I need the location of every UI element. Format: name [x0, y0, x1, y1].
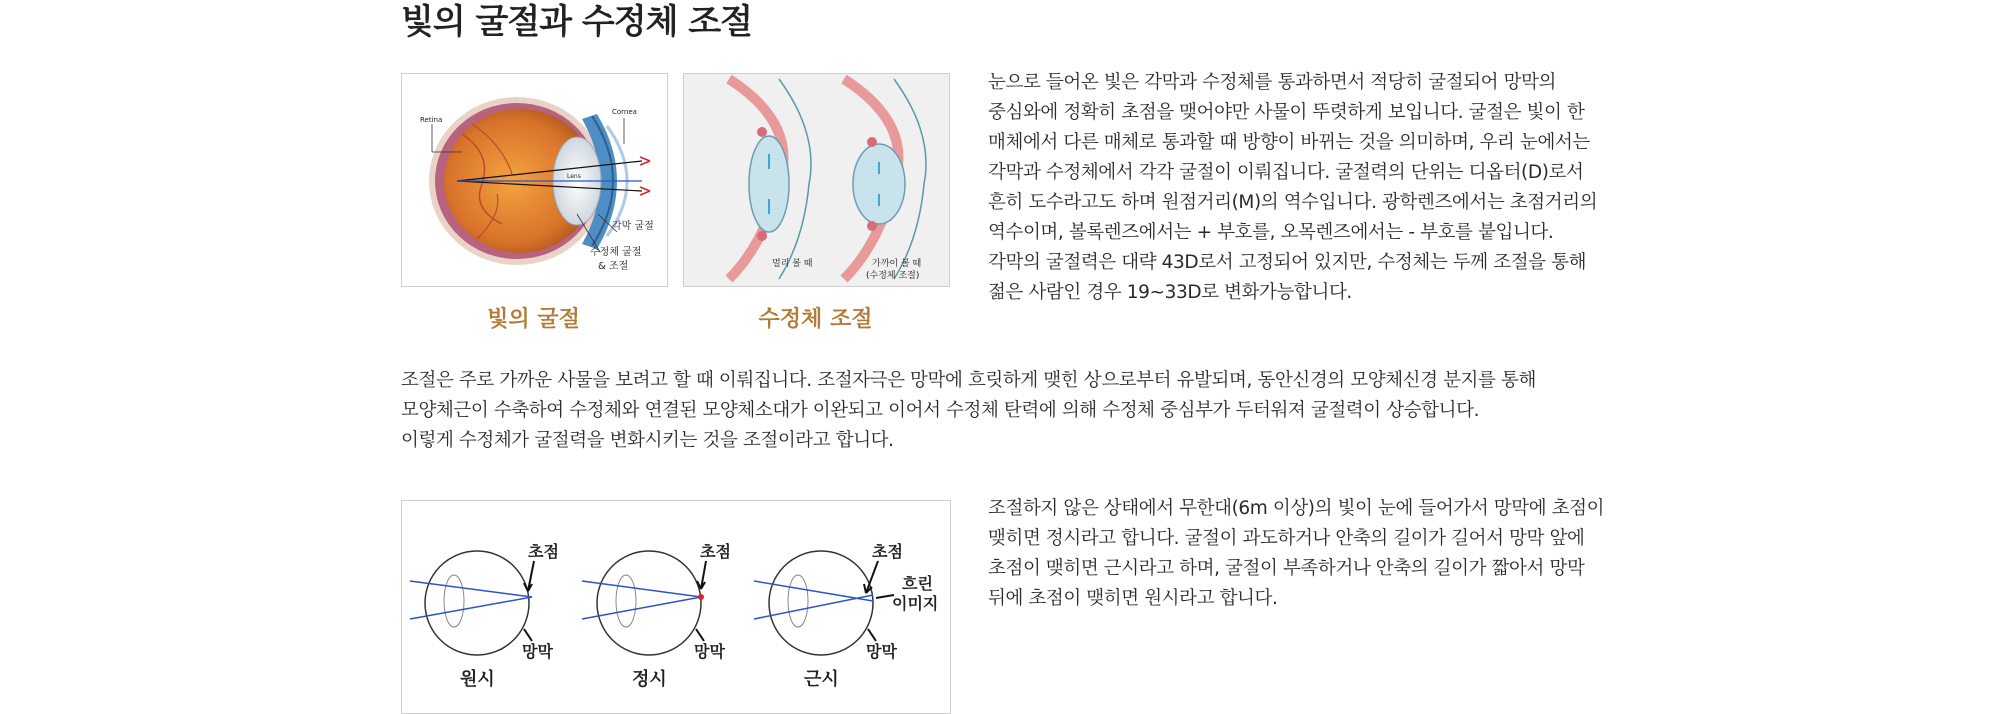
refractive-error-illustration: [402, 501, 950, 713]
lens-refraction-label: 수정체 굴절: [590, 247, 642, 258]
cornea-label: Cornea: [612, 108, 637, 116]
text-line: 각막과 수정체에서 각각 굴절이 이뤄집니다. 굴절력의 단위는 디옵터(D)로서: [988, 162, 1584, 183]
text-line: 역수이며, 볼록렌즈에서는 + 부호를, 오목렌즈에서는 - 부호를 붙입니다.: [988, 222, 1554, 243]
accommodation-caption: 수정체 조절: [758, 307, 873, 332]
emmetropia-retina-label: 망막: [694, 642, 725, 661]
text-line: 맺히면 정시라고 합니다. 굴절이 과도하거나 안축의 길이가 길어서 망막 앞에: [988, 528, 1585, 549]
text-line: 초점이 맺히면 근시라고 하며, 굴절이 부족하거나 안축의 길이가 짧아서 망막: [988, 558, 1585, 579]
hyperopia-retina-label: 망막: [522, 642, 553, 661]
text-line: 눈으로 들어온 빛은 각막과 수정체를 통과하면서 적당히 굴절되어 망막의: [988, 72, 1556, 93]
eye-cross-section-illustration: [402, 74, 667, 286]
text-line: 젊은 사람인 경우 19~33D로 변화가능합니다.: [988, 282, 1352, 303]
text-line: 뒤에 초점이 맺히면 원시라고 합니다.: [988, 588, 1278, 609]
refraction-description: [988, 68, 1597, 308]
myopia-focus-label: 초점: [872, 542, 903, 561]
cornea-refraction-label: 각막 굴절: [612, 221, 654, 232]
page-title: 빛의 굴절과 수정체 조절: [401, 2, 752, 42]
accommodation-description: [401, 366, 1536, 456]
accommodation-figure: [683, 73, 950, 287]
refractive-error-description: [988, 494, 1604, 614]
text-line: 이렇게 수정체가 굴절력을 변화시키는 것을 조절이라고 합니다.: [401, 430, 894, 451]
hyperopia-label: 원시: [460, 669, 495, 690]
hyperopia-focus-label: 초점: [528, 542, 559, 561]
lens-label: Lens: [567, 173, 581, 180]
refraction-caption: 빛의 굴절: [487, 307, 580, 332]
far-vision-lens: [729, 79, 811, 279]
near-vision-label: 가까이 볼 때: [872, 259, 922, 269]
myopia-retina-label: 망막: [866, 642, 897, 661]
emmetropia-label: 정시: [632, 669, 667, 690]
text-line: 조절은 주로 가까운 사물을 보려고 할 때 이뤄집니다. 조절자극은 망막에 흐릿하게 맺힌 상으로부터 유발되며, 동안신경의 모양체신경 분지를 통해: [401, 370, 1536, 391]
myopia-image-label: 이미지: [892, 594, 939, 613]
text-line: 각막의 굴절력은 대략 43D로서 고정되어 있지만, 수정체는 두께 조절을 통해: [988, 252, 1587, 273]
retina-label: Retina: [420, 116, 443, 124]
lens-accommodation-label: & 조절: [598, 261, 629, 272]
near-vision-sublabel: (수정체 조절): [866, 271, 920, 281]
text-line: 조절하지 않은 상태에서 무한대(6m 이상)의 빛이 눈에 들어가서 망막에 초점이: [988, 498, 1605, 519]
refraction-figure: [401, 73, 668, 287]
near-vision-lens: [844, 79, 926, 279]
hyperopia-eye: [410, 542, 559, 690]
emmetropia-eye: [582, 542, 731, 690]
refractive-error-figure: [401, 500, 951, 714]
text-line: 중심와에 정확히 초점을 맺어야만 사물이 뚜렷하게 보입니다. 굴절은 빛이 한: [988, 102, 1585, 123]
myopia-eye: [754, 542, 938, 690]
myopia-blur-label: 흐린: [902, 574, 933, 593]
text-line: 흔히 도수라고도 하며 원점거리(M)의 역수입니다. 광학렌즈에서는 초점거리의: [988, 192, 1598, 213]
emmetropia-focus-label: 초점: [700, 542, 731, 561]
myopia-label: 근시: [804, 669, 839, 690]
far-vision-label: 멀리 볼 때: [772, 259, 813, 269]
text-line: 모양체근이 수축하여 수정체와 연결된 모양체소대가 이완되고 이어서 수정체 탄력에 의해 수정체 중심부가 두터워져 굴절력이 상승합니다.: [401, 400, 1480, 421]
text-line: 매체에서 다른 매체로 통과할 때 방향이 바뀌는 것을 의미하며, 우리 눈에서는: [988, 132, 1590, 153]
lens-accommodation-illustration: [684, 74, 949, 286]
